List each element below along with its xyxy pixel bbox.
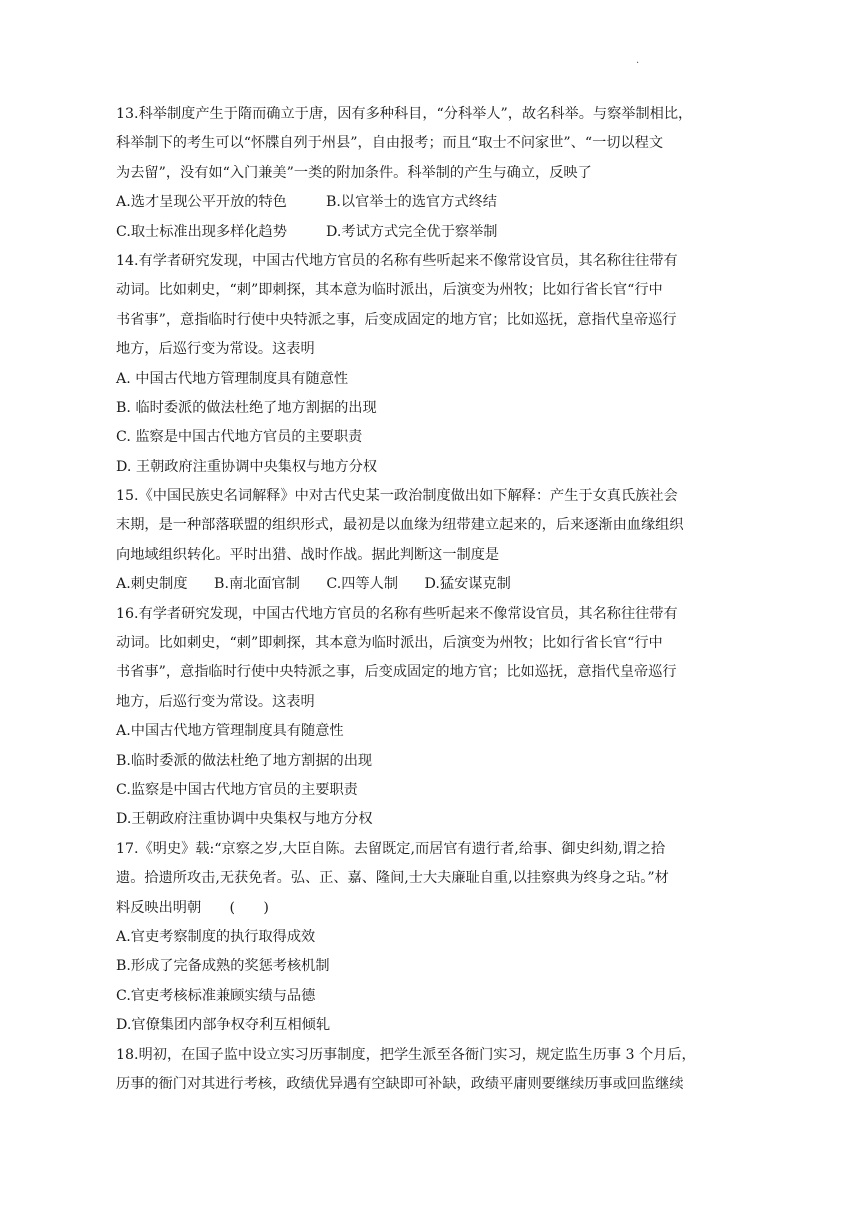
question-14-option-b: B. 临时委派的做法杜绝了地方割据的出现	[116, 399, 377, 416]
question-15	[116, 482, 746, 600]
question-17-option-a: A.官吏考察制度的执行取得成效	[116, 928, 316, 945]
question-18-stem-line: 18.明初，在国子监中设立实习历事制度，把学生派至各衙门实习，规定监生历事 3 个月后，	[116, 1046, 696, 1063]
question-14-option-a: A. 中国古代地方管理制度具有随意性	[116, 370, 349, 387]
question-17-stem-line: 遗。拾遗所攻击,无获免者。弘、正、嘉、隆间,士大夫廉耻自重,以挂察典为终身之玷。”材	[116, 870, 669, 887]
question-16-option-d: D.王朝政府注重协调中央集权与地方分权	[116, 811, 373, 828]
question-13-option-c: C.取士标准出现多样化趋势	[116, 223, 287, 240]
question-17-option-d: D.官僚集团内部争权夺利互相倾轧	[116, 1017, 331, 1034]
question-13-option-b: B.以官举士的选官方式终结	[326, 194, 497, 211]
question-15-stem-line: 向地域组织转化。平时出猎、战时作战。据此判断这一制度是	[116, 546, 500, 563]
question-16-stem-line: 动词。比如刺史，“刺”即刺探，其本意为临时派出，后演变为州牧；比如行省长官“行中	[116, 635, 663, 652]
question-13-stem-line: 科举制下的考生可以“怀牒自列于州县”，自由报考；而且“取士不问家世”、“一切以程文	[116, 135, 664, 152]
question-14-option-d: D. 王朝政府注重协调中央集权与地方分权	[116, 458, 378, 475]
question-14-stem-line: 14.有学者研究发现，中国古代地方官员的名称有些听起来不像常设官员，其名称往往带有	[116, 252, 678, 269]
question-17-option-b: B.形成了完备成熟的奖惩考核机制	[116, 958, 330, 975]
question-18-stem-line: 历事的衙门对其进行考核，政绩优异遇有空缺即可补缺，政绩平庸则要继续历事或回监继续	[116, 1075, 684, 1092]
question-13-option-d: D.考试方式完全优于察举制	[326, 223, 498, 240]
question-15-stem-line: 末期，是一种部落联盟的组织形式，最初是以血缘为纽带建立起来的，后来逐渐由血缘组织	[116, 517, 684, 534]
question-14-stem-line: 动词。比如刺史，“刺”即刺探，其本意为临时派出，后演变为州牧；比如行省长官“行中	[116, 282, 663, 299]
question-17-stem-line: 料反映出明朝 ( )	[116, 899, 269, 916]
question-15-stem-line: 15.《中国民族史名词解释》中对古代史某一政治制度做出如下解释：产生于女真氏族社会	[116, 488, 678, 505]
question-13-stem-line: 为去留”，没有如“入门兼美”一类的附加条件。科举制的产生与确立，反映了	[116, 164, 592, 181]
question-17	[116, 835, 746, 1041]
question-16	[116, 600, 746, 835]
question-15-options-row	[116, 570, 746, 599]
question-13-option-a: A.选才呈现公平开放的特色	[116, 194, 287, 211]
question-14-stem-line: 书省事”，意指临时行使中央特派之事，后变成固定的地方官；比如巡抚，意指代皇帝巡行	[116, 311, 677, 328]
question-15-option-a: A.刺史制度	[116, 576, 188, 593]
question-16-stem-line: 书省事”，意指临时行使中央特派之事，后变成固定的地方官；比如巡抚，意指代皇帝巡行	[116, 664, 677, 681]
question-14-stem-line: 地方，后巡行变为常设。这表明	[116, 341, 315, 358]
question-15-option-b: B.南北面官制	[214, 576, 300, 593]
question-13	[116, 100, 746, 247]
question-16-option-a: A.中国古代地方管理制度具有随意性	[116, 723, 344, 740]
question-13-stem-line: 13.科举制度产生于隋而确立于唐，因有多种科目，“分科举人”，故名科举。与察举制相比，	[116, 106, 693, 122]
question-16-option-c: C.监察是中国古代地方官员的主要职责	[116, 781, 358, 798]
question-13-options-row	[116, 218, 746, 247]
question-18	[116, 1041, 746, 1100]
question-16-option-b: B.临时委派的做法杜绝了地方割据的出现	[116, 752, 373, 769]
question-15-option-c: C.四等人制	[326, 576, 399, 593]
question-15-option-d: D.猛安谋克制	[424, 576, 511, 593]
question-16-stem-line: 16.有学者研究发现，中国古代地方官员的名称有些听起来不像常设官员，其名称往往带有	[116, 605, 678, 622]
question-list	[116, 100, 746, 1099]
question-17-option-c: C.官吏考核标准兼顾实绩与品德	[116, 987, 316, 1004]
question-16-stem-line: 地方，后巡行变为常设。这表明	[116, 693, 315, 710]
question-14	[116, 247, 746, 482]
question-13-options-row	[116, 188, 746, 217]
question-14-option-c: C. 监察是中国古代地方官员的主要职责	[116, 429, 363, 446]
page-mark: ·	[636, 58, 640, 69]
question-17-stem-line: 17.《明史》载:“京察之岁,大臣自陈。去留既定,而居官有遗行者,给事、御史纠劾,谓之拾	[116, 840, 666, 857]
